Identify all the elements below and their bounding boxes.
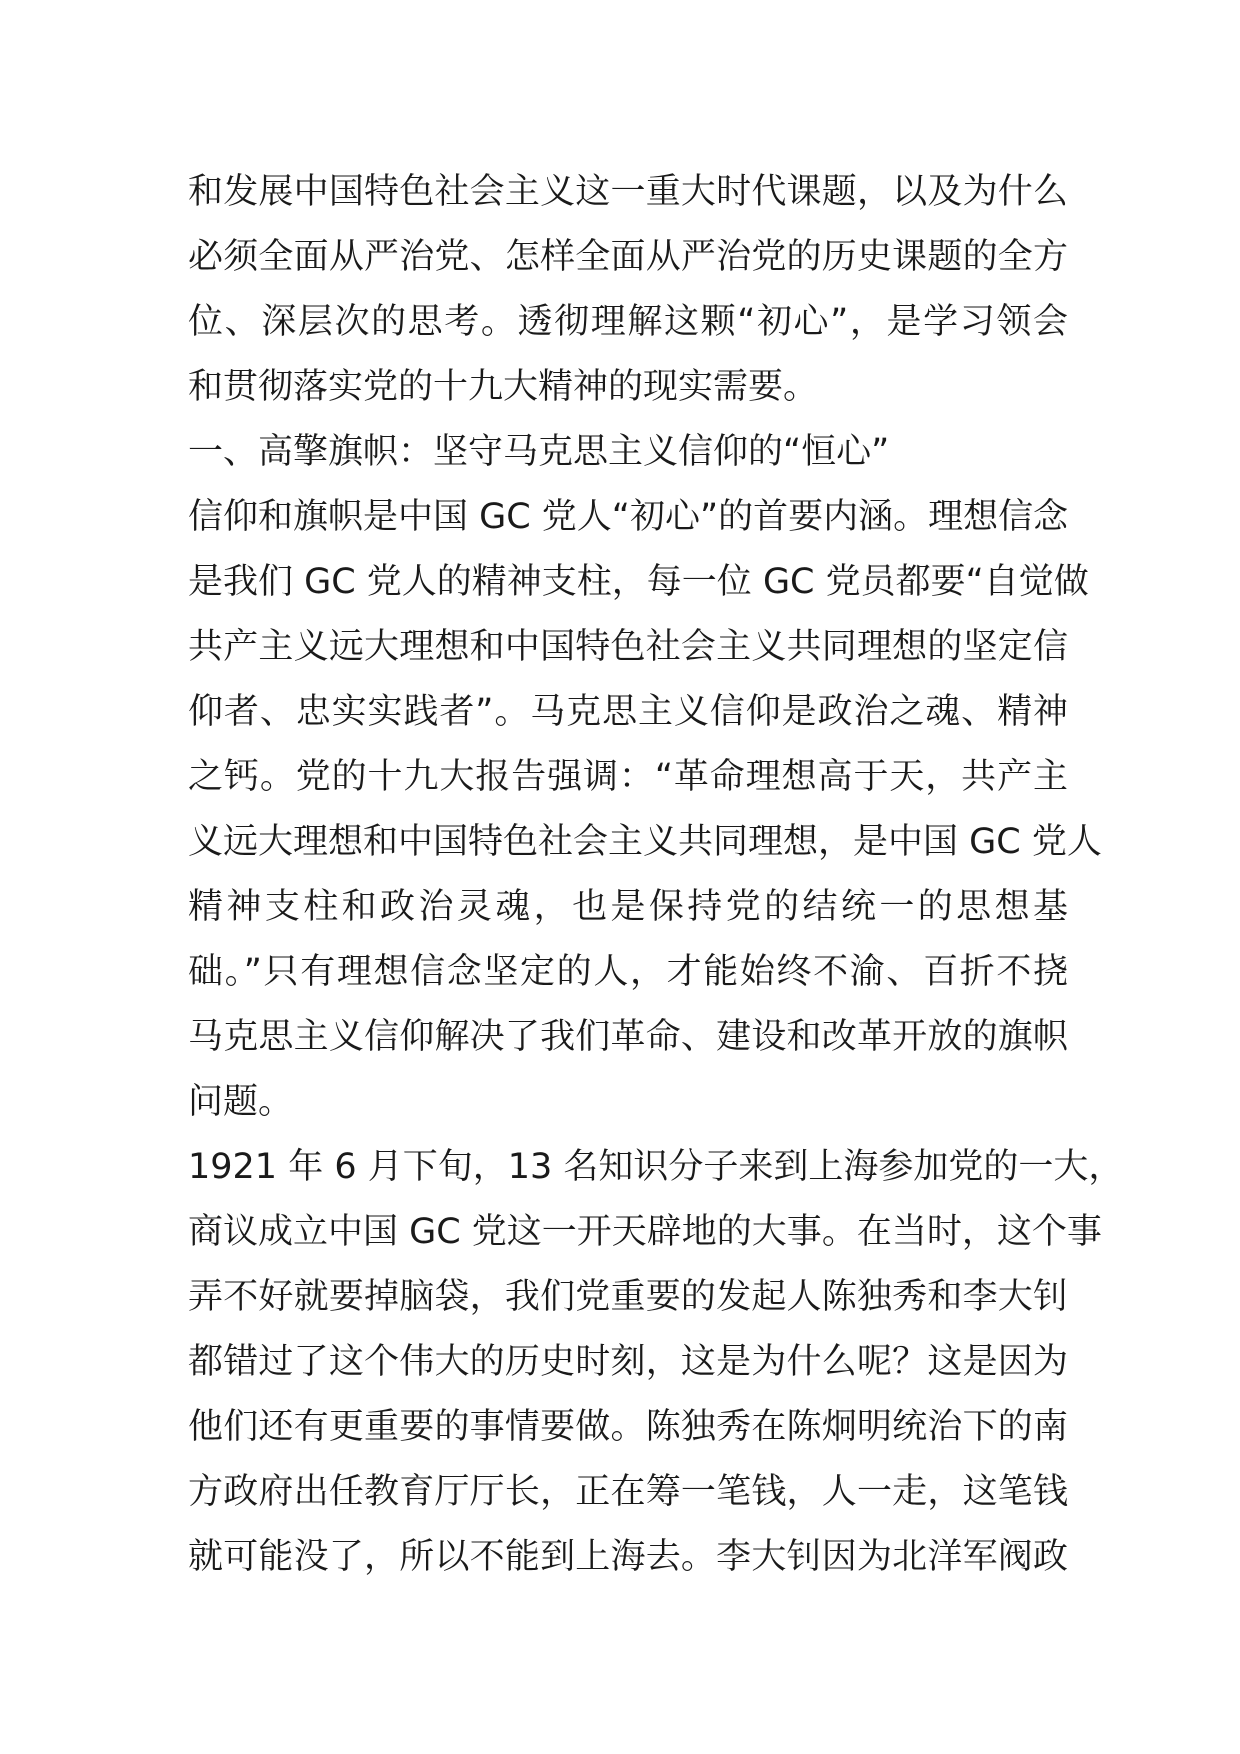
text-line: 就可能没了，所以不能到上海去。李大钊因为北洋军阀政 bbox=[188, 1537, 1068, 1577]
document-page bbox=[188, 160, 1124, 1590]
paragraph-intro bbox=[188, 160, 1068, 420]
paragraph-belief bbox=[188, 485, 1102, 1135]
text-line: 和发展中国特色社会主义这一重大时代课题，以及为什么 bbox=[188, 172, 1068, 212]
text-line: 1921 年 6 月下旬，13 名知识分子来到上海参加党的一大， bbox=[188, 1147, 1124, 1187]
paragraph-history bbox=[188, 1135, 1124, 1590]
text-line: 础。”只有理想信念坚定的人，才能始终不渝、百折不挠 bbox=[188, 952, 1068, 992]
text-line: 信仰和旗帜是中国 GC 党人“初心”的首要内涵。理想信念 bbox=[188, 497, 1069, 537]
text-line: 共产主义远大理想和中国特色社会主义共同理想的坚定信 bbox=[188, 627, 1068, 667]
text-line: 义远大理想和中国特色社会主义共同理想，是中国 GC 党人 bbox=[188, 822, 1102, 862]
text-line: 商议成立中国 GC 党这一开天辟地的大事。在当时，这个事 bbox=[188, 1212, 1102, 1252]
text-line: 和贯彻落实党的十九大精神的现实需要。 bbox=[188, 367, 819, 407]
text-line: 他们还有更重要的事情要做。陈独秀在陈炯明统治下的南 bbox=[188, 1407, 1068, 1447]
text-line: 马克思主义信仰解决了我们革命、建设和改革开放的旗帜 bbox=[188, 1017, 1068, 1057]
text-line: 仰者、忠实实践者”。马克思主义信仰是政治之魂、精神 bbox=[188, 692, 1068, 732]
text-line: 都错过了这个伟大的历史时刻，这是为什么呢？这是因为 bbox=[188, 1342, 1068, 1382]
text-line: 位、深层次的思考。透彻理解这颗“初心”，是学习领会 bbox=[188, 302, 1068, 342]
text-line: 问题。 bbox=[188, 1082, 294, 1122]
text-line: 必须全面从严治党、怎样全面从严治党的历史课题的全方 bbox=[188, 237, 1068, 277]
text-line: 是我们 GC 党人的精神支柱，每一位 GC 党员都要“自觉做 bbox=[188, 562, 1089, 602]
text-line: 方政府出任教育厅厅长，正在筹一笔钱，人一走，这笔钱 bbox=[188, 1472, 1068, 1512]
section-heading bbox=[188, 420, 1068, 485]
text-line: 精神支柱和政治灵魂，也是保持党的结统一的思想基 bbox=[188, 887, 1068, 927]
text-line: 弄不好就要掉脑袋，我们党重要的发起人陈独秀和李大钊 bbox=[188, 1277, 1068, 1317]
heading-line: 一、高擎旗帜：坚守马克思主义信仰的“恒心” bbox=[188, 432, 890, 472]
text-line: 之钙。党的十九大报告强调：“革命理想高于天，共产主 bbox=[188, 757, 1068, 797]
